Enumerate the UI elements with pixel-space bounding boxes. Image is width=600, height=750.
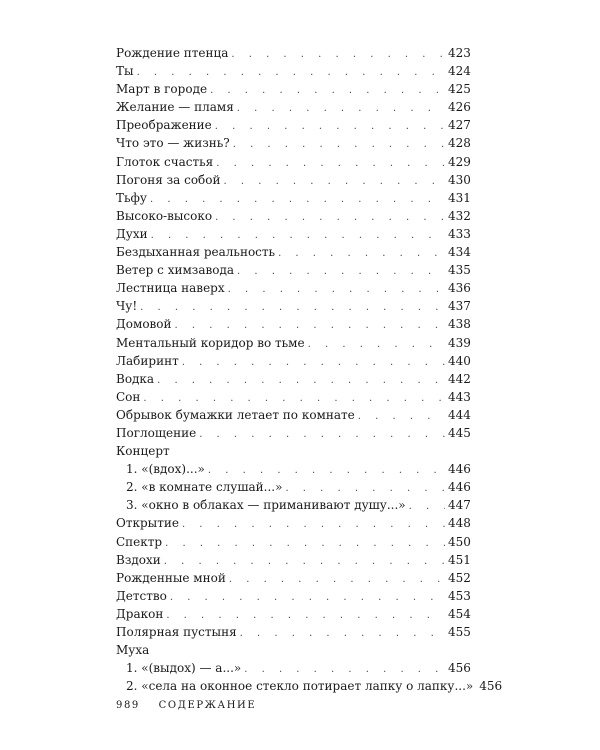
toc-entry-page: 424 [448, 64, 471, 79]
toc-entry-title: Высоко-высоко [116, 208, 213, 223]
toc-entry-title: Рождение птенца [116, 46, 229, 60]
leader-dots [215, 209, 445, 227]
toc-entry-page: 430 [448, 172, 471, 187]
toc-entry-page: 456 [479, 679, 503, 694]
running-header: СОДЕРЖАНИЕ [158, 700, 257, 711]
toc-entry-title: Вздохи [116, 552, 161, 567]
toc-entry-title: Тьфу [116, 190, 147, 205]
toc-entry-title: Духи [116, 226, 148, 241]
leader-dots [165, 535, 445, 553]
toc-entry-title: Ты [116, 64, 134, 79]
toc-entry [116, 44, 470, 62]
toc-entry [116, 424, 470, 442]
toc-entry-title: Поглощение [116, 425, 197, 440]
toc-entry-title: Открытие [116, 516, 179, 531]
toc-entry-page: 435 [448, 263, 471, 278]
toc-entry-title: Желание — пламя [116, 100, 234, 115]
leader-dots [224, 173, 446, 191]
toc-entry-title: 2. «села на оконное стекло потирает лапку о лапку...» [126, 679, 474, 694]
leader-dots [237, 263, 445, 281]
toc-entry-page: 437 [448, 299, 471, 314]
toc-entry [116, 406, 470, 424]
toc-entry-page: 454 [448, 606, 471, 621]
toc-entry-title: 1. «(выдох) — а...» [126, 661, 242, 676]
toc-entry [116, 334, 470, 352]
leader-dots [216, 155, 445, 173]
toc-entry-title: Полярная пустыня [116, 625, 237, 639]
toc-entry-title: Дракон [116, 606, 164, 621]
toc-entry [116, 605, 470, 623]
toc-entry [116, 352, 470, 370]
toc-entry-page: 446 [448, 462, 471, 477]
toc-entry-title: Лабиринт [116, 353, 179, 368]
toc-subentry [116, 496, 470, 514]
toc-entry-page: 433 [448, 226, 471, 241]
toc-entry-title: Домовой [116, 317, 172, 332]
toc-entry-page: 438 [448, 317, 471, 332]
toc-entry-title: Обрывок бумажки летает по комнате [116, 407, 355, 422]
toc-entry-title: Рожденные мной [116, 570, 226, 585]
toc-entry-page: 436 [448, 281, 471, 296]
toc-entry [116, 62, 470, 80]
toc-entry-page: 448 [448, 516, 471, 531]
toc-entry-page: 423 [448, 46, 471, 60]
leader-dots [237, 100, 445, 118]
toc-subentry [116, 659, 470, 677]
leader-dots [229, 571, 445, 589]
page-number: 989 [116, 700, 140, 711]
toc-entry [116, 514, 470, 532]
toc-entry-title: Детство [116, 588, 167, 603]
toc-entry-title: Концерт [116, 444, 170, 459]
toc-subentry [116, 677, 503, 695]
toc-entry-title: Март в городе [116, 82, 208, 97]
leader-dots [182, 516, 445, 534]
leader-dots [170, 589, 445, 607]
toc-entry-title: Чу! [116, 299, 138, 314]
toc-entry [116, 551, 470, 569]
toc-entry-title: 1. «(вдох)...» [126, 462, 205, 477]
toc-entry-page: 434 [448, 245, 471, 260]
toc-entry-page: 452 [448, 570, 471, 585]
toc-entry-page: 428 [448, 136, 471, 151]
toc-entry-page: 453 [448, 588, 471, 603]
toc-entry-page: 429 [448, 154, 471, 169]
toc-entry-page: 432 [448, 208, 471, 223]
leader-dots [358, 408, 445, 426]
toc-entry [116, 153, 470, 171]
toc-entry [116, 279, 470, 297]
leader-dots [199, 426, 445, 444]
toc-entry [116, 243, 470, 261]
leader-dots [409, 498, 445, 516]
toc-entry-page: 450 [448, 534, 471, 549]
toc-entry [116, 569, 470, 587]
leader-dots [215, 118, 445, 136]
toc-entry-page: 446 [448, 480, 471, 495]
toc-entry [116, 388, 470, 406]
leader-dots [157, 372, 445, 390]
toc-entry [116, 587, 470, 605]
toc-entry [116, 225, 470, 243]
toc-entry-page: 425 [448, 82, 471, 97]
toc-entry [116, 370, 470, 388]
toc-group-heading [116, 641, 470, 659]
toc-entry-title: 2. «в комнате слушай...» [126, 480, 283, 495]
leader-dots [278, 245, 445, 263]
toc-entry-title: Водка [116, 371, 155, 386]
leader-dots [233, 136, 445, 154]
toc-entry-title: Ментальный коридор во тьме [116, 335, 305, 350]
toc-entry [116, 171, 470, 189]
toc-subentry [116, 460, 470, 478]
table-of-contents [116, 44, 503, 695]
toc-entry-title: Спектр [116, 534, 163, 549]
toc-entry-title: Погоня за собой [116, 172, 221, 187]
toc-entry [116, 297, 470, 315]
toc-entry [116, 315, 470, 333]
toc-entry-title: Преображение [116, 118, 212, 133]
toc-entry [116, 80, 470, 98]
toc-entry-page: 444 [448, 407, 471, 422]
toc-entry-title: Ветер с химзавода [116, 263, 235, 278]
leader-dots [182, 354, 445, 372]
leader-dots [140, 299, 445, 317]
toc-entry-title: 3. «окно в облаках — приманивают душу...» [126, 498, 406, 513]
toc-entry-page: 443 [448, 389, 471, 404]
toc-entry-page: 456 [448, 661, 471, 676]
toc-entry-page: 445 [448, 425, 471, 440]
toc-entry-page: 447 [448, 498, 471, 513]
leader-dots [228, 281, 445, 299]
page-footer [116, 700, 256, 711]
toc-entry-page: 442 [448, 371, 471, 386]
toc-entry [116, 189, 470, 207]
toc-group-heading [116, 442, 470, 460]
toc-entry-title: Муха [116, 643, 150, 658]
toc-entry [116, 207, 470, 225]
toc-entry-page: 431 [448, 190, 471, 205]
toc-entry [116, 261, 470, 279]
toc-entry-page: 427 [448, 118, 471, 133]
leader-dots [240, 625, 445, 643]
toc-subentry [116, 478, 470, 496]
toc-entry [116, 98, 470, 116]
toc-entry [116, 533, 470, 551]
toc-entry-page: 426 [448, 100, 471, 115]
toc-entry-title: Что это — жизнь? [116, 136, 230, 151]
toc-entry-title: Глоток счастья [116, 154, 214, 169]
toc-entry-page: 451 [448, 552, 471, 567]
toc-entry-title: Лестница наверх [116, 281, 225, 296]
toc-entry-page: 455 [448, 625, 471, 639]
toc-entry [116, 134, 470, 152]
toc-entry [116, 623, 470, 641]
leader-dots [308, 336, 445, 354]
toc-entry [116, 116, 470, 134]
leader-dots [210, 82, 445, 100]
toc-entry-page: 440 [448, 353, 471, 368]
toc-entry-title: Сон [116, 389, 141, 404]
leader-dots [231, 46, 445, 64]
toc-entry-page: 439 [448, 335, 471, 350]
toc-entry-title: Бездыханная реальность [116, 245, 276, 260]
